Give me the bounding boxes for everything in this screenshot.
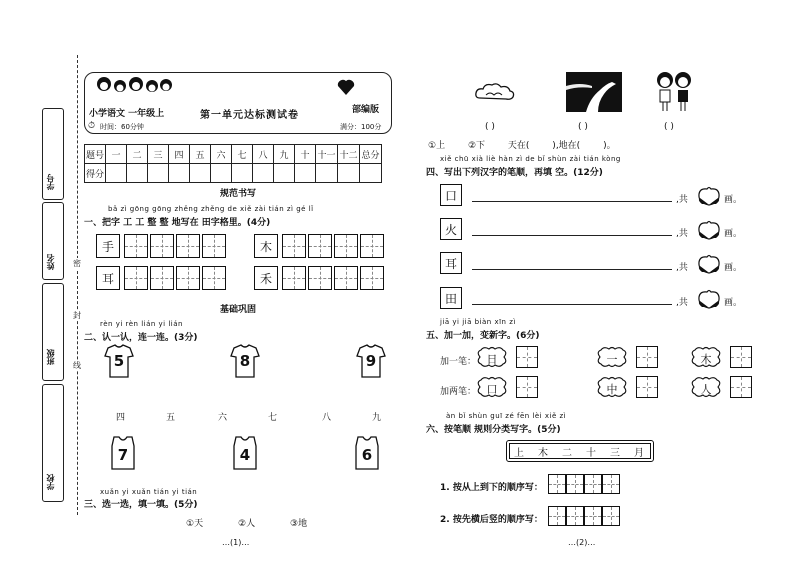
score-head-1: 一 — [106, 145, 127, 164]
writing-cell[interactable] — [282, 266, 306, 290]
stroke-count-prefix: ,共 — [676, 263, 688, 273]
school-label: 学校 — [46, 474, 55, 490]
new-char-cell[interactable] — [516, 376, 538, 398]
writing-cell[interactable] — [176, 266, 200, 290]
stroke-char: 田 — [444, 291, 457, 306]
peach-icon[interactable] — [696, 252, 722, 274]
base-char: 一 — [606, 353, 618, 366]
writing-cell[interactable] — [124, 266, 148, 290]
score-head-0: 题号 — [85, 145, 106, 164]
model-char: 禾 — [259, 271, 272, 286]
stroke-char-box — [440, 287, 462, 309]
full-score-label: 满分：100分 — [340, 123, 382, 131]
seal-char-xian: 线 — [70, 360, 84, 371]
road-scene-icon — [566, 72, 622, 112]
q6-item-2: 2. 按先横后竖的顺序写： — [440, 515, 543, 525]
new-char-cell[interactable] — [730, 346, 752, 368]
q3-option: ③地 — [290, 519, 308, 529]
new-char-cell[interactable] — [516, 346, 538, 368]
writing-cell[interactable] — [334, 234, 358, 258]
seal-line — [77, 55, 78, 515]
writing-cell[interactable] — [360, 266, 384, 290]
q4-pinyin: xiě chū xià liè hàn zì de bǐ shùn zài tián kòng — [440, 155, 621, 163]
jersey-number: 5 — [113, 352, 125, 370]
q1-pinyin: bǎ zì gōng gōng zhěng zhěng de xiě zài tián zì gé lǐ — [108, 205, 314, 213]
page-number-2: …(2)… — [568, 538, 596, 547]
picture-blank[interactable]: ( ) — [485, 122, 495, 132]
score-cell[interactable] — [232, 164, 253, 183]
writing-cell[interactable] — [150, 266, 174, 290]
base-char: 口 — [486, 383, 498, 396]
stroke-char: 火 — [444, 222, 457, 237]
writing-cell[interactable] — [308, 266, 332, 290]
writing-cell[interactable] — [202, 266, 226, 290]
writing-cell[interactable] — [334, 266, 358, 290]
score-head-9: 九 — [274, 145, 295, 164]
answer-cell[interactable] — [548, 474, 566, 494]
answer-cell[interactable] — [584, 506, 602, 526]
score-head-13: 总分 — [360, 145, 382, 164]
q6-item-1: 1. 按从上到下的顺序写： — [440, 483, 543, 493]
score-cell[interactable] — [211, 164, 232, 183]
stroke-count-suffix: 画。 — [724, 298, 743, 308]
q4-text: 四、写出下列汉字的笔顺，再填 空。(12分) — [426, 168, 603, 178]
answer-cell[interactable] — [566, 474, 584, 494]
time-label: 时间：60分钟 — [100, 123, 144, 131]
stroke-char-box — [440, 184, 462, 206]
peach-icon[interactable] — [696, 218, 722, 240]
score-head-12: 十二 — [338, 145, 360, 164]
match-word[interactable]: 九 — [372, 413, 382, 423]
vest-number: 4 — [239, 446, 251, 464]
writing-cell[interactable] — [308, 234, 332, 258]
name-label: 姓名 — [46, 254, 55, 270]
match-word[interactable]: 八 — [322, 413, 332, 423]
section-title-writing: 规范书写 — [220, 189, 257, 199]
writing-cell[interactable] — [176, 234, 200, 258]
score-head-7: 七 — [232, 145, 253, 164]
writing-cell[interactable] — [360, 234, 384, 258]
picture-blank[interactable]: ( ) — [578, 122, 588, 132]
stroke-count-suffix: 画。 — [724, 195, 743, 205]
model-char: 木 — [259, 239, 272, 254]
class-label: 班级 — [46, 349, 55, 365]
page-title: 第一单元达标测试卷 — [200, 110, 299, 121]
stroke-answer-line[interactable] — [472, 269, 672, 270]
new-char-cell[interactable] — [636, 376, 658, 398]
new-char-cell[interactable] — [730, 376, 752, 398]
stroke-count-suffix: 画。 — [724, 263, 743, 273]
kids-illustration — [94, 74, 174, 100]
bank-char: 三 — [610, 448, 620, 459]
score-table — [84, 144, 382, 183]
q3-option: ②人 — [238, 519, 256, 529]
answer-cell[interactable] — [584, 474, 602, 494]
page-number-1: …(1)… — [222, 538, 250, 547]
base-char: 日 — [486, 353, 498, 366]
children-icon — [652, 70, 696, 112]
model-char-cell — [96, 266, 120, 290]
q5-text: 五、加一加，变新字。(6分) — [426, 331, 540, 341]
vest-number: 6 — [361, 446, 373, 464]
writing-cell[interactable] — [124, 234, 148, 258]
bank-char: 木 — [538, 448, 548, 459]
writing-cell[interactable] — [150, 234, 174, 258]
score-head-6: 六 — [211, 145, 232, 164]
score-cell[interactable] — [148, 164, 169, 183]
peach-icon[interactable] — [696, 287, 722, 309]
score-head-2: 二 — [127, 145, 148, 164]
stroke-answer-line[interactable] — [472, 201, 672, 202]
stroke-answer-line[interactable] — [472, 304, 672, 305]
q3-option: ①天 — [186, 519, 204, 529]
writing-cell[interactable] — [282, 234, 306, 258]
q6-text: 六、按笔顺 规则分类写字。(5分) — [426, 425, 561, 435]
match-word[interactable]: 四 — [116, 413, 126, 423]
score-cell[interactable] — [274, 164, 295, 183]
clock-icon: ⏱ — [88, 121, 96, 131]
stroke-char-box — [440, 218, 462, 240]
bank-char: 上 — [514, 448, 524, 459]
score-cell[interactable] — [295, 164, 316, 183]
add-two-label: 加两笔： — [440, 387, 477, 397]
new-char-cell[interactable] — [636, 346, 658, 368]
writing-cell[interactable] — [202, 234, 226, 258]
q6-pinyin: àn bǐ shùn guī zé fēn lèi xiě zì — [446, 412, 567, 420]
q3-pinyin: xuǎn yi xuǎn tián yi tián — [100, 488, 198, 496]
seal-char-feng: 封 — [70, 310, 84, 321]
score-head-10: 十 — [295, 145, 316, 164]
bank-char: 月 — [634, 448, 644, 459]
jersey-number: 9 — [365, 352, 377, 370]
char-bank-inner — [509, 443, 651, 459]
base-char: 中 — [606, 383, 618, 396]
q2-text: 二、认一认，连一连。(3分) — [84, 333, 198, 343]
answer-cell[interactable] — [566, 506, 584, 526]
score-head-11: 十一 — [316, 145, 338, 164]
score-cell[interactable] — [253, 164, 274, 183]
q3-text: 三、选一选，填一填。(5分) — [84, 500, 198, 510]
stroke-char: 口 — [444, 188, 457, 203]
q1-text: 一、把字 工 工 整 整 地写在 田字格里。(4分) — [84, 218, 271, 228]
stroke-char: 耳 — [444, 256, 457, 271]
jersey-number: 8 — [239, 352, 251, 370]
stroke-char-box — [440, 252, 462, 274]
vest-number: 7 — [117, 446, 129, 464]
answer-cell[interactable] — [602, 506, 620, 526]
stroke-count-prefix: ,共 — [676, 298, 688, 308]
bank-char: 十 — [586, 448, 596, 459]
stroke-answer-line[interactable] — [472, 235, 672, 236]
model-char: 手 — [101, 239, 114, 254]
bank-char: 二 — [562, 448, 572, 459]
stroke-count-prefix: ,共 — [676, 229, 688, 239]
score-head-5: 五 — [190, 145, 211, 164]
score-head-3: 三 — [148, 145, 169, 164]
score-head-8: 八 — [253, 145, 274, 164]
peach-icon[interactable] — [696, 184, 722, 206]
heart-icon — [336, 78, 356, 96]
answer-cell[interactable] — [602, 474, 620, 494]
model-char-cell — [254, 234, 278, 258]
base-char: 人 — [700, 383, 712, 396]
match-word[interactable]: 七 — [268, 413, 278, 423]
score-cell[interactable] — [316, 164, 338, 183]
add-one-label: 加一笔： — [440, 357, 477, 367]
stroke-count-suffix: 画。 — [724, 229, 743, 239]
stroke-count-prefix: ,共 — [676, 195, 688, 205]
subject-label: 小学语文 一年级上 — [89, 109, 165, 119]
seal-char-mi: 密 — [70, 258, 84, 269]
model-char-cell — [254, 266, 278, 290]
match-word[interactable]: 六 — [218, 413, 228, 423]
match-word[interactable]: 五 — [166, 413, 176, 423]
score-head-4: 四 — [169, 145, 190, 164]
score-row-label: 得分 — [85, 164, 106, 183]
q2-pinyin: rèn yi rèn lián yi lián — [100, 320, 183, 328]
score-cell[interactable] — [169, 164, 190, 183]
cloud-icon — [474, 82, 516, 104]
edition-label: 部编版 — [352, 105, 380, 115]
base-char: 木 — [700, 353, 712, 366]
score-cell[interactable] — [360, 164, 382, 183]
model-char: 耳 — [101, 271, 114, 286]
fill-sentence: ①上 ②下 天在( ),地在( )。 — [428, 141, 616, 151]
section-title-basic: 基础巩固 — [220, 305, 257, 315]
score-cell[interactable] — [106, 164, 127, 183]
picture-blank[interactable]: ( ) — [664, 122, 674, 132]
score-cell[interactable] — [127, 164, 148, 183]
score-cell[interactable] — [338, 164, 360, 183]
q5-pinyin: jiā yi jiā biàn xīn zì — [440, 318, 516, 326]
student-id-label: 学号 — [46, 174, 55, 190]
answer-cell[interactable] — [548, 506, 566, 526]
score-cell[interactable] — [190, 164, 211, 183]
model-char-cell — [96, 234, 120, 258]
